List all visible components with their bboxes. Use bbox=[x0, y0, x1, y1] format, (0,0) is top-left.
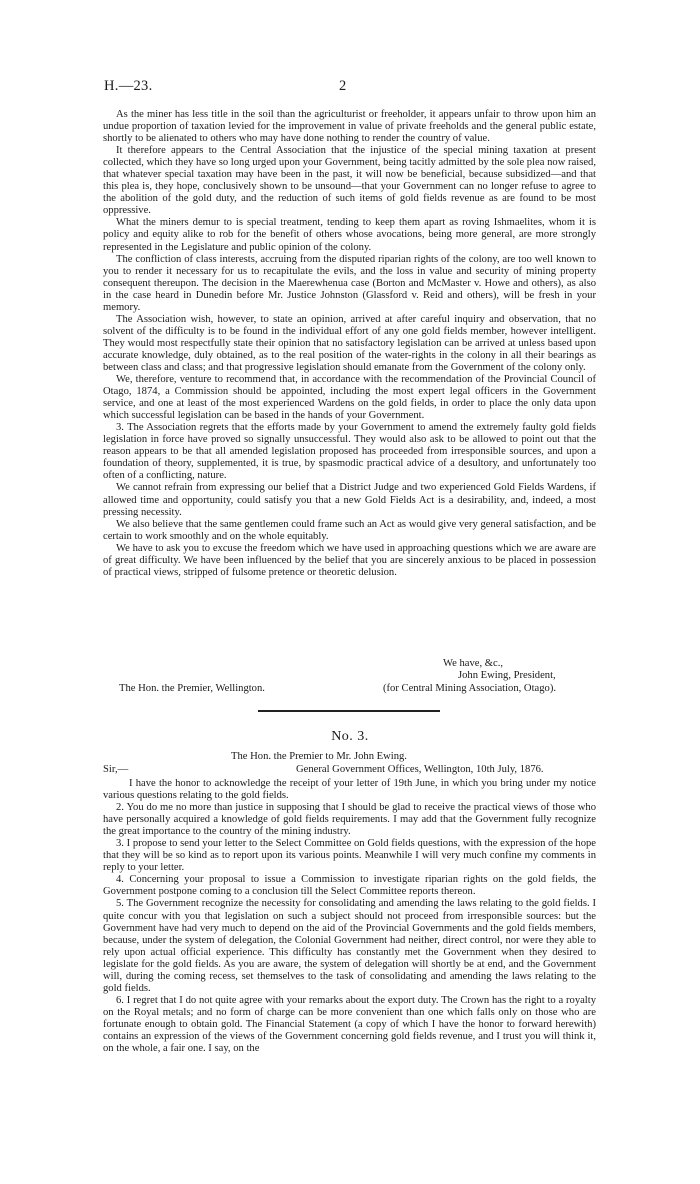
salutation: Sir,— bbox=[103, 764, 129, 775]
paragraph: We cannot refrain from expressing our belief that a District Judge and two experienced Gold Fields Wardens, if allowed time and opportunity, could satisfy you that a new Gold Fields Act is a desirability, and, indeed, a most pressing necessity. bbox=[103, 482, 596, 518]
paragraph: 3. The Association regrets that the efforts made by your Government to amend the extremely faulty gold fields legislation in force have proved so signally unsuccessful. They would also ask to be allowed to point out that the reason appears to be that all amended legislation proposed has proceeded from irresponsible sources, and upon a foundation of theory, supplemented, it is true, by spasmodic practical advice of a desultory, and unfortunately too often of a conflicting, nature. bbox=[103, 422, 596, 482]
letter-heading: The Hon. the Premier to Mr. John Ewing. bbox=[231, 751, 407, 762]
signatory: John Ewing, President, bbox=[458, 670, 556, 681]
paragraph: It therefore appears to the Central Association that the injustice of the special mining taxation at present collected, which they have so long urged upon your Government, being tacitly admitted by the sole plea now raised, that whatever special taxation may have been in the past, it will now be beneficial, because subsidized—and that this plea is, they hope, conclusively shown to be unsound—that your Government can no longer refuse to agree to the abolition of the gold duty, and the reduction of such items of gold fields revenue as are found to be most oppressive. bbox=[103, 145, 596, 217]
paragraph: The Association wish, however, to state an opinion, arrived at after careful inquiry and observation, that no solvent of the difficulty is to be found in the individual effort of any one gold fields member, however intelligent. They would most respectfully state their opinion that no satisfactory legislation can be arrived at unless based upon accurate knowledge, duly obtained, as to the real position of the water-rights in the colony in all their bearings as between class and class; and that progressive legislation should emanate from the Government of the colony only. bbox=[103, 313, 596, 373]
document-reference: H.—23. bbox=[104, 78, 153, 94]
paragraph: The confliction of class interests, accruing from the disputed riparian rights of the colony, are too well known to you to render it necessary for us to recapitulate the evils, and the loss in value and security of mining property consequent thereupon. The decision in the Maerewhenua case (Borton and McMaster v. Howe and others), as also in the case heard in Dunedin before Mr. Justice Johnston (Glassford v. Reid and others), will be fresh in your memory. bbox=[103, 253, 596, 313]
paragraph: 6. I regret that I do not quite agree with your remarks about the export duty. The Crown has the right to a royalty on the Royal metals; and no form of charge can be more convenient than one which falls only on those who are fortunate enough to obtain gold. The Financial Statement (a copy of which I have the honor to forward herewith) contains an expression of the views of the Government concerning gold fields revenue, and I trust you will think it, on the whole, a fair one. I say, on the bbox=[103, 994, 596, 1055]
organization: (for Central Mining Association, Otago). bbox=[383, 683, 557, 694]
paragraph: We also believe that the same gentlemen could frame such an Act as would give very general satisfaction, and be certain to work smoothly and on the whole equitably. bbox=[103, 518, 596, 542]
paragraph: 5. The Government recognize the necessity for consolidating and amending the laws relating to the gold fields. I quite concur with you that legislation on such a subject should not proceed from irresponsible sources: but the Government have had very much to depend on the aid of the Provincial Governments and the gold fields members, because, under the system of delegation, the Colonial Government had neither, direct control, nor were they able to rely upon actual official experience. This difficulty has constantly met the Government when they desired to legislate for the gold fields. As you are aware, the system of delegation will shortly be at end, and the Government will, during the coming recess, set themselves to the task of consolidating and amending the laws relating to the gold fields. bbox=[103, 898, 596, 994]
page-number: 2 bbox=[339, 78, 347, 94]
paragraph: 4. Concerning your proposal to issue a Commission to investigate riparian rights on the gold fields, the Government postpone coming to a conclusion till the Select Committee reports thereon. bbox=[103, 874, 596, 898]
paragraph: What the miners demur to is special treatment, tending to keep them apart as roving Ishmaelites, whom it is policy and equity alike to rob for the benefit of others whose avocations, being more general, are more strongly represented in the Legislature and public opinion of the colony. bbox=[103, 217, 596, 253]
closing: We have, &c., bbox=[443, 658, 504, 669]
paragraph: 2. You do me no more than justice in supposing that I should be glad to receive the practical views of those who have personally acquired a knowledge of gold fields requirements. I may add that the Government fully recognize the great importance to the country of the mining industry. bbox=[103, 802, 596, 838]
letter-body bbox=[103, 109, 596, 579]
paragraph: 3. I propose to send your letter to the Select Committee on Gold fields questions, with the expression of the hope that they will be so kind as to report upon its various points. Meanwhile I will very much confine my comments in reply to your letter. bbox=[103, 838, 596, 874]
paragraph: I have the honor to acknowledge the receipt of your letter of 19th June, in which you bring under my notice various questions relating to the gold fields. bbox=[103, 778, 596, 802]
section-divider bbox=[258, 710, 440, 712]
letter-body bbox=[103, 778, 596, 1055]
paragraph: We have to ask you to excuse the freedom which we have used in approaching questions which we are aware are of great difficulty. We have been influenced by the belief that you are sincerely anxious to be placed in possession of practical views, stripped of fulsome pretence or theoretic delusion. bbox=[103, 542, 596, 578]
paragraph: We, therefore, venture to recommend that, in accordance with the recommendation of the Provincial Council of Otago, 1874, a Commission should be appointed, including the most expert legal officers in the Government service, and one at least of the most experienced Wardens on the gold fields, in order to place the only data upon which successful legislation can be based in the hands of your Government. bbox=[103, 374, 596, 422]
addressee: The Hon. the Premier, Wellington. bbox=[119, 683, 265, 694]
dateline: General Government Offices, Wellington, 10th July, 1876. bbox=[296, 764, 544, 775]
paragraph: As the miner has less title in the soil than the agriculturist or freeholder, it appears unfair to throw upon him an undue proportion of taxation levied for the improvement in value of private freeholds and the general public estate, shortly to be alienated to others who may have done nothing to render the country of value. bbox=[103, 109, 596, 145]
section-number: No. 3. bbox=[331, 729, 369, 744]
